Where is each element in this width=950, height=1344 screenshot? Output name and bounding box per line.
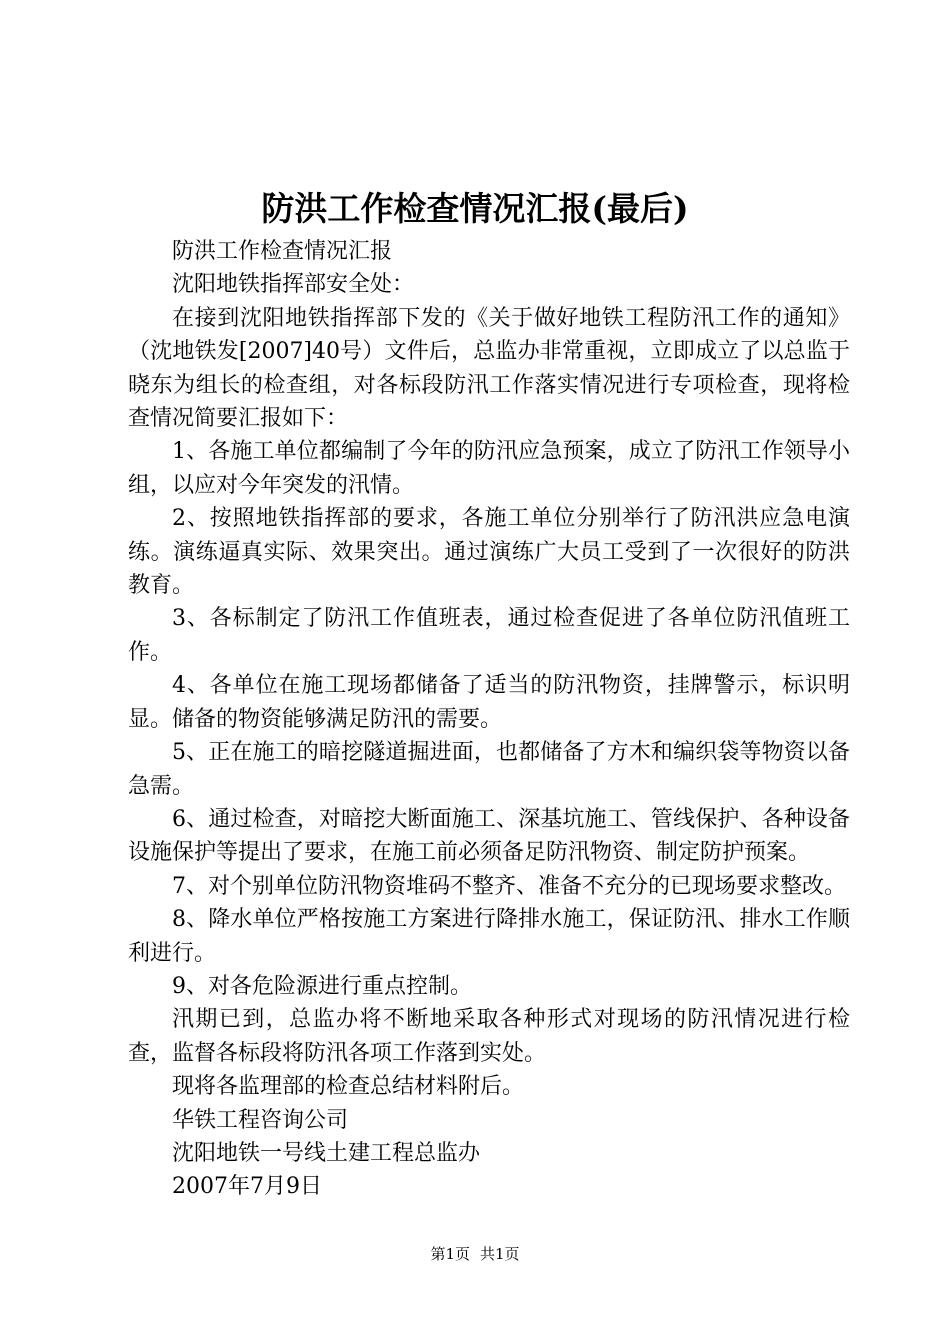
paragraph-intro: 在接到沈阳地铁指挥部下发的《关于做好地铁工程防汛工作的通知》（沈地铁发[2007]40号）文件后，总监办非常重视，立即成立了以总监于晓东为组长的检查组，对各标段防汛工作落实情况进行专项检查，现将检查情况简要汇报如下：	[128, 305, 850, 432]
signature-date: 2007年7月9日	[172, 1174, 322, 1200]
paragraph-item-8: 8、降水单位严格按施工方案进行降排水施工，保证防汛、排水工作顺利进行。	[128, 907, 850, 966]
page-footer	[0, 1244, 950, 1264]
paragraph-item-1: 1、各施工单位都编制了今年的防汛应急预案，成立了防汛工作领导小组，以应对今年突发的汛情。	[128, 439, 850, 498]
paragraph-item-4: 4、各单位在施工现场都储备了适当的防汛物资，挂牌警示，标识明显。储备的物资能够满足防汛的需要。	[128, 673, 850, 732]
signature-company: 华铁工程咨询公司	[172, 1107, 349, 1133]
paragraph-attachment-note: 现将各监理部的检查总结材料附后。	[172, 1074, 525, 1100]
document-title: 防洪工作检查情况汇报(最后)	[261, 189, 689, 228]
document-body	[128, 235, 850, 1204]
signature-office: 沈阳地铁一号线土建工程总监办	[172, 1140, 481, 1166]
paragraph-item-9: 9、对各危险源进行重点控制。	[172, 973, 472, 999]
paragraph-report-heading: 防洪工作检查情况汇报	[172, 239, 393, 264]
paragraph-conclusion: 汛期已到，总监办将不断地采取各种形式对现场的防汛情况进行检查，监督各标段将防汛各项工作落到实处。	[128, 1007, 850, 1066]
paragraph-item-6: 6、通过检查，对暗挖大断面施工、深基坑施工、管线保护、各种设备设施保护等提出了要求，在施工前必须备足防汛物资、制定防护预案。	[128, 806, 850, 866]
paragraph-item-5: 5、正在施工的暗挖隧道掘进面，也都储备了方木和编织袋等物资以备急需。	[128, 740, 850, 799]
paragraph-addressee: 沈阳地铁指挥部安全处：	[172, 272, 415, 298]
paragraph-item-2: 2、按照地铁指挥部的要求，各施工单位分别举行了防汛洪应急电演练。演练逼真实际、效果突出。通过演练广大员工受到了一次很好的防洪教育。	[128, 506, 850, 599]
page-number: 第1页	[430, 1245, 470, 1263]
page-total: 共1页	[480, 1245, 520, 1263]
paragraph-item-7: 7、对个别单位防汛物资堆码不整齐、准备不充分的已现场要求整改。	[172, 873, 846, 899]
paragraph-item-3: 3、各标制定了防汛工作值班表，通过检查促进了各单位防汛值班工作。	[128, 606, 850, 665]
